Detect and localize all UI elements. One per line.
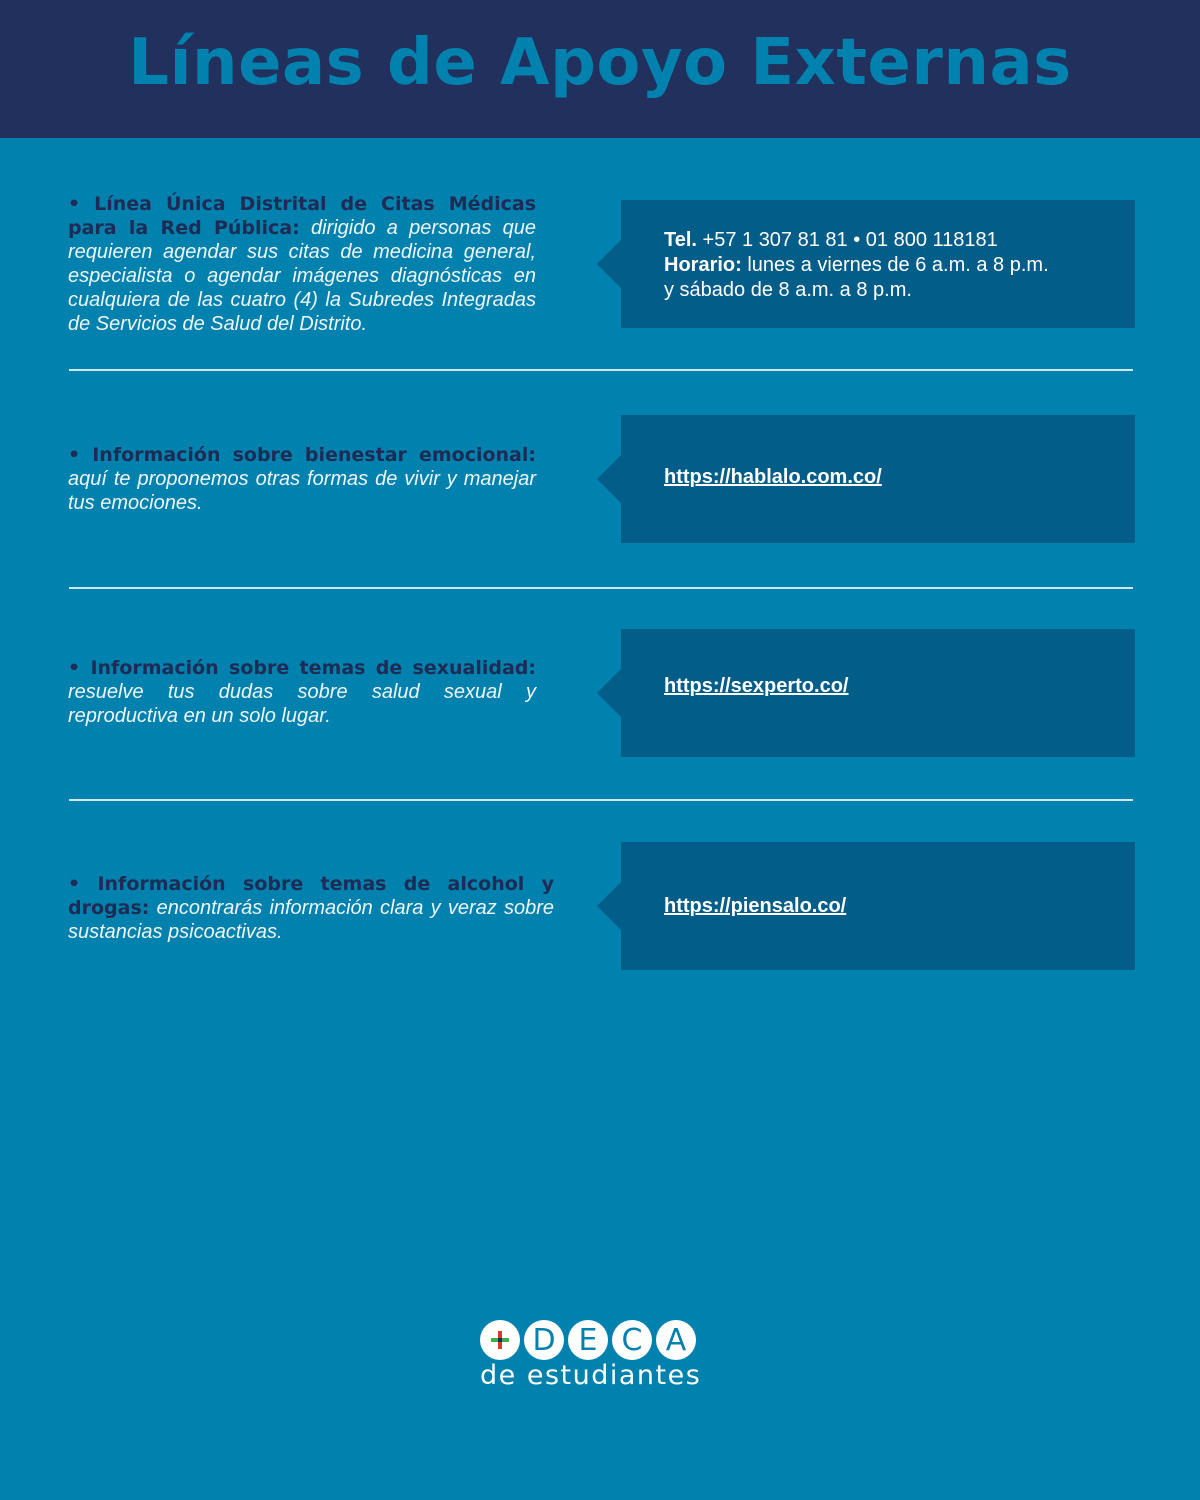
logo-circles xyxy=(480,1320,730,1360)
item-description-alcohol xyxy=(68,872,554,944)
divider xyxy=(69,369,1133,371)
hours-label: Horario: xyxy=(664,254,742,276)
tel-value: +57 1 307 81 81 • 01 800 118181 xyxy=(696,229,998,251)
info-box-citas xyxy=(621,200,1135,328)
logo-letter: E xyxy=(568,1320,608,1360)
item-lead: • Línea Única Distrital de Citas Médicas para la Red Pública: xyxy=(68,193,536,239)
info-box-bienestar xyxy=(621,415,1135,543)
item-description-bienestar xyxy=(68,443,536,515)
item-lead: • Información sobre bienestar emocional: xyxy=(68,444,536,466)
hours-value-2: y sábado de 8 a.m. a 8 p.m. xyxy=(664,279,912,301)
logo-letter: D xyxy=(524,1320,564,1360)
item-description-sexualidad xyxy=(68,656,536,728)
item-body: dirigido a personas que requieren agendar sus citas de medicina general, especialista o agendar imágenes diagnósticas en cualquiera de las cuatro (4) la Subredes Integradas de Servicios de Salud del Distrito. xyxy=(68,217,536,335)
divider xyxy=(69,799,1133,801)
item-lead: • Información sobre temas de sexualidad: xyxy=(68,657,536,679)
header-bar xyxy=(0,0,1200,138)
info-box-sexualidad xyxy=(621,629,1135,757)
page-title: Líneas de Apoyo Externas xyxy=(128,26,1072,100)
deca-logo xyxy=(480,1320,730,1400)
tel-label: Tel. xyxy=(664,229,697,251)
item-body: resuelve tus dudas sobre salud sexual y reproductiva en un solo lugar. xyxy=(68,681,536,727)
item-lead: • Información sobre temas de alcohol y drogas: xyxy=(68,873,554,919)
divider xyxy=(69,587,1133,589)
item-description-citas xyxy=(68,192,536,336)
info-box-alcohol xyxy=(621,842,1135,970)
logo-letter: C xyxy=(612,1320,652,1360)
hablalo-link[interactable]: https://hablalo.com.co/ xyxy=(664,466,882,488)
sexperto-link[interactable]: https://sexperto.co/ xyxy=(664,675,849,697)
logo-letter: A xyxy=(656,1320,696,1360)
logo-tagline: de estudiantes xyxy=(480,1360,702,1391)
plus-icon xyxy=(480,1320,520,1360)
piensalo-link[interactable]: https://piensalo.co/ xyxy=(664,895,847,917)
hours-value: lunes a viernes de 6 a.m. a 8 p.m. xyxy=(741,254,1049,276)
item-body: encontrarás información clara y veraz sobre sustancias psicoactivas. xyxy=(68,897,554,943)
item-body: aquí te proponemos otras formas de vivir y manejar tus emociones. xyxy=(68,468,536,514)
